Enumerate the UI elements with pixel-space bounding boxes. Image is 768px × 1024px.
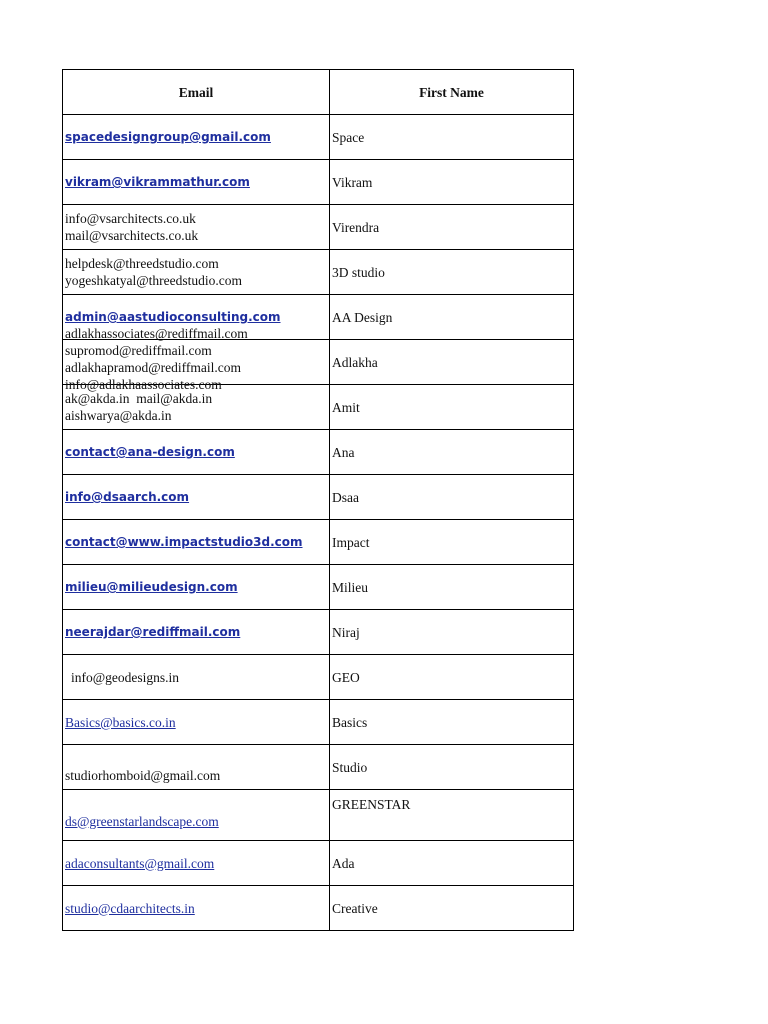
email-text: adlakhassociates@rediffmail.com	[65, 326, 248, 341]
email-text: yogeshkatyal@threedstudio.com	[65, 273, 243, 288]
email-link[interactable]: contact@www.impactstudio3d.com	[65, 535, 303, 549]
first-name-cell: Space	[330, 115, 574, 160]
email-text: mail@vsarchitects.co.uk	[65, 228, 199, 243]
first-name-cell: Ana	[330, 430, 574, 475]
table-row	[63, 565, 574, 610]
email-link[interactable]: adaconsultants@gmail.com	[65, 855, 215, 871]
email-link[interactable]: admin@aastudioconsulting.com	[65, 310, 281, 324]
email-header: Email	[63, 70, 330, 115]
first-name-cell: Milieu	[330, 565, 574, 610]
first-name-cell: GEO	[330, 655, 574, 700]
first-name-cell: Dsaa	[330, 475, 574, 520]
email-text: info@vsarchitects.co.uk	[65, 211, 196, 226]
email-clip	[65, 326, 327, 392]
contacts-table	[62, 69, 574, 931]
header-row	[63, 70, 574, 115]
document-page	[62, 69, 573, 931]
email-link[interactable]: spacedesigngroup@gmail.com	[65, 130, 271, 144]
first-name-header: First Name	[330, 70, 574, 115]
table-row	[63, 841, 574, 886]
email-text: supromod@rediffmail.com	[65, 343, 212, 358]
table-row	[63, 340, 574, 385]
first-name-cell: Basics	[330, 700, 574, 745]
table-row	[63, 160, 574, 205]
email-text: ak@akda.in mail@akda.in	[65, 391, 213, 406]
first-name-cell: Ada	[330, 841, 574, 886]
first-name-cell: Adlakha	[330, 340, 574, 385]
table-row	[63, 205, 574, 250]
table-row	[63, 745, 574, 790]
table-row	[63, 790, 574, 841]
first-name-cell: Impact	[330, 520, 574, 565]
email-link[interactable]: milieu@milieudesign.com	[65, 580, 238, 594]
first-name-cell: Virendra	[330, 205, 574, 250]
email-link[interactable]: vikram@vikrammathur.com	[65, 175, 250, 189]
table-row	[63, 655, 574, 700]
table-row	[63, 430, 574, 475]
email-link[interactable]: Basics@basics.co.in	[65, 714, 176, 730]
email-text: helpdesk@threedstudio.com	[65, 256, 219, 271]
first-name-cell: GREENSTAR	[330, 790, 574, 841]
table-row	[63, 886, 574, 931]
first-name-cell: 3D studio	[330, 250, 574, 295]
first-name-cell: Vikram	[330, 160, 574, 205]
first-name-cell: Creative	[330, 886, 574, 931]
email-text: aishwarya@akda.in	[65, 408, 172, 423]
first-name-cell: Niraj	[330, 610, 574, 655]
email-link[interactable]: contact@ana-design.com	[65, 445, 235, 459]
table-row	[63, 520, 574, 565]
email-text: info@geodesigns.in	[71, 669, 180, 685]
email-link[interactable]: ds@greenstarlandscape.com	[65, 813, 219, 829]
table-row	[63, 610, 574, 655]
email-link[interactable]: studio@cdaarchitects.in	[65, 900, 195, 916]
table-row	[63, 475, 574, 520]
email-text: info@adlakhaassociates.com	[65, 377, 222, 392]
table-row	[63, 250, 574, 295]
first-name-cell: AA Design	[330, 295, 574, 340]
email-text: adlakhapramod@rediffmail.com	[65, 360, 241, 375]
table-row	[63, 115, 574, 160]
email-link[interactable]: info@dsaarch.com	[65, 490, 190, 504]
table-row	[63, 700, 574, 745]
email-link[interactable]: neerajdar@rediffmail.com	[65, 625, 241, 639]
first-name-cell: Studio	[330, 745, 574, 790]
email-text: studiorhomboid@gmail.com	[65, 767, 221, 783]
first-name-cell: Amit	[330, 385, 574, 430]
